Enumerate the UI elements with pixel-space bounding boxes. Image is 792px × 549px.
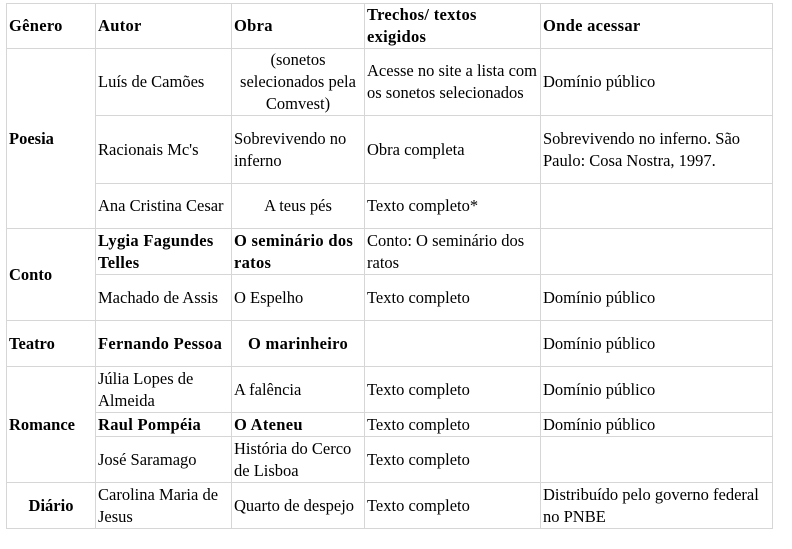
header-row: [7, 4, 773, 49]
table-row: [7, 49, 773, 116]
author-cell: Racionais Mc's: [96, 116, 232, 184]
access-cell: Domínio público: [541, 367, 773, 413]
access-cell: Domínio público: [541, 275, 773, 321]
genre-teatro: Teatro: [7, 321, 96, 367]
header-autor: Autor: [96, 4, 232, 49]
work-cell: Quarto de despejo: [232, 483, 365, 529]
author-cell: Júlia Lopes de Almeida: [96, 367, 232, 413]
genre-conto: Conto: [7, 229, 96, 321]
reading-list-table: [6, 3, 773, 529]
author-cell: José Saramago: [96, 437, 232, 483]
table-row: [7, 483, 773, 529]
access-cell: [541, 184, 773, 229]
work-cell: (sonetos selecionados pela Comvest): [232, 49, 365, 116]
table-row: [7, 184, 773, 229]
author-cell: Carolina Maria de Jesus: [96, 483, 232, 529]
access-cell: [541, 437, 773, 483]
work-cell: O seminário dos ratos: [232, 229, 365, 275]
work-cell: O marinheiro: [232, 321, 365, 367]
excerpt-cell: Texto completo: [365, 367, 541, 413]
excerpt-cell: Acesse no site a lista com os sonetos selecionados: [365, 49, 541, 116]
genre-diario: Diário: [7, 483, 96, 529]
excerpt-cell: Conto: O seminário dos ratos: [365, 229, 541, 275]
table-row: [7, 116, 773, 184]
header-obra: Obra: [232, 4, 365, 49]
excerpt-cell: Obra completa: [365, 116, 541, 184]
work-cell: A falência: [232, 367, 365, 413]
access-cell: Sobrevivendo no inferno. São Paulo: Cosa Nostra, 1997.: [541, 116, 773, 184]
header-genero: Gênero: [7, 4, 96, 49]
table-row: [7, 321, 773, 367]
work-cell: Sobrevivendo no inferno: [232, 116, 365, 184]
access-cell: Domínio público: [541, 413, 773, 437]
table-row: [7, 367, 773, 413]
author-cell: Raul Pompéia: [96, 413, 232, 437]
excerpt-cell: Texto completo*: [365, 184, 541, 229]
access-cell: Distribuído pelo governo federal no PNBE: [541, 483, 773, 529]
genre-romance: Romance: [7, 367, 96, 483]
access-cell: [541, 229, 773, 275]
author-cell: Lygia Fagundes Telles: [96, 229, 232, 275]
access-cell: Domínio público: [541, 49, 773, 116]
table-row: [7, 437, 773, 483]
excerpt-cell: Texto completo: [365, 413, 541, 437]
work-cell: A teus pés: [232, 184, 365, 229]
excerpt-cell: Texto completo: [365, 437, 541, 483]
genre-poesia: Poesia: [7, 49, 96, 229]
table-row: [7, 229, 773, 275]
author-cell: Luís de Camões: [96, 49, 232, 116]
author-cell: Fernando Pessoa: [96, 321, 232, 367]
access-cell: Domínio público: [541, 321, 773, 367]
author-cell: Machado de Assis: [96, 275, 232, 321]
table-row: [7, 413, 773, 437]
excerpt-cell: Texto completo: [365, 275, 541, 321]
work-cell: História do Cerco de Lisboa: [232, 437, 365, 483]
header-onde: Onde acessar: [541, 4, 773, 49]
work-cell: O Ateneu: [232, 413, 365, 437]
table-row: [7, 275, 773, 321]
excerpt-cell: Texto completo: [365, 483, 541, 529]
excerpt-cell: [365, 321, 541, 367]
work-cell: O Espelho: [232, 275, 365, 321]
author-cell: Ana Cristina Cesar: [96, 184, 232, 229]
header-trechos: Trechos/ textos exigidos: [365, 4, 541, 49]
